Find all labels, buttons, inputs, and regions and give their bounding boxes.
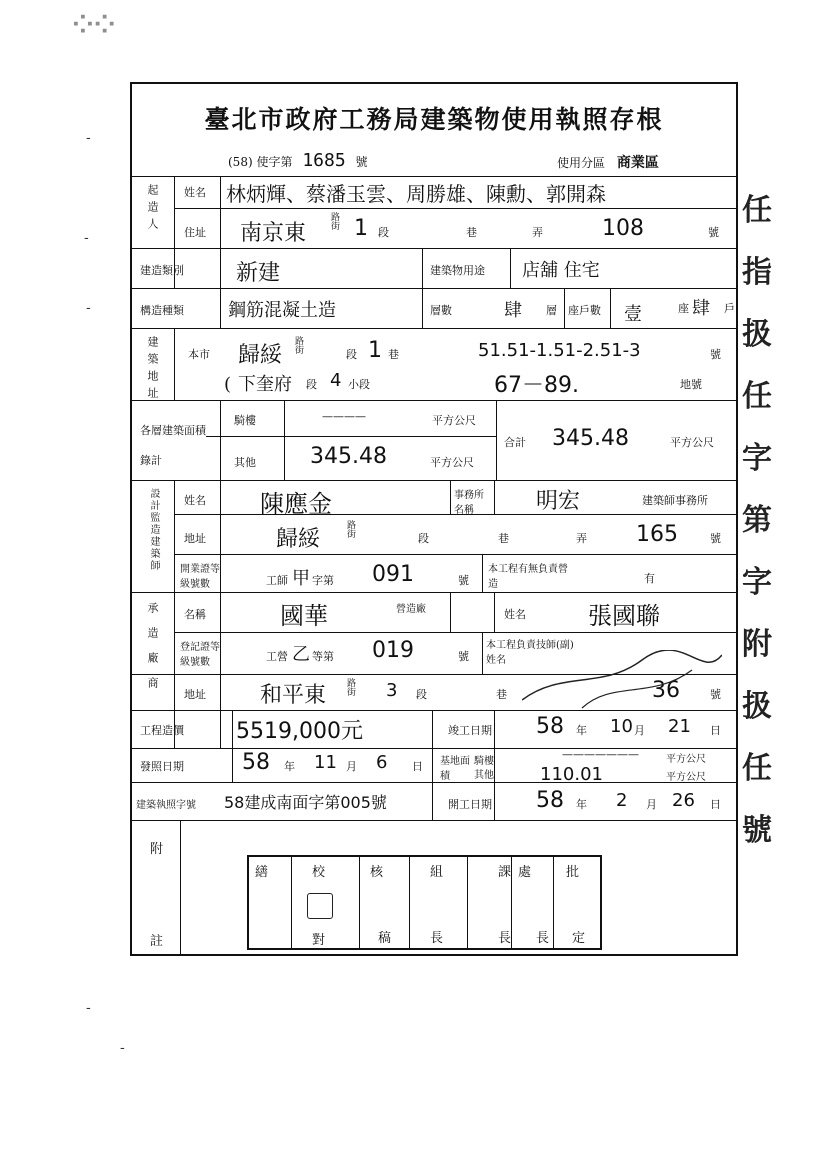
resp-value: 有 [644, 572, 655, 585]
permit-number: 1685 [302, 150, 346, 171]
site-subsection-label: 小段 [348, 378, 370, 391]
done-day: 21 [668, 716, 691, 737]
designer-name-label: 姓名 [184, 494, 206, 507]
designer-section-label: 設計監造建築師 [148, 488, 159, 572]
structure-value: 鋼筋混凝土造 [228, 300, 336, 321]
office-name: 明宏 [536, 489, 581, 514]
contractor-cert-label: 登記證等級號數 [180, 642, 220, 668]
stamp-0: 繕 [255, 865, 269, 880]
designer-sec-label: 段 [418, 532, 429, 545]
contractor-section-label: 承造廠商 [146, 602, 159, 702]
office-label: 事務所名稱 [454, 490, 484, 516]
stamp-2: 核 [370, 865, 384, 880]
arcade-unit: 平方公尺 [432, 414, 476, 427]
contractor-road-label: 路街 [345, 678, 355, 696]
cert-mid: 字第 [312, 574, 334, 587]
contractor-cert-prefix: 工營 [266, 650, 288, 663]
base-unit: 平方公尺 [666, 754, 706, 765]
build-permit-value: 58建成南面字第005號 [224, 793, 387, 812]
start-month-unit: 月 [646, 798, 657, 811]
owner-addr-city: 南京東 [240, 221, 307, 246]
site-sec-label: 段 [346, 348, 357, 361]
owner-names: 林炳輝、蔡潘玉雲、周勝雄、陳勳、郭開森 [226, 182, 606, 206]
floors-label: 層數 [430, 304, 452, 317]
designer-addr-road: 歸綏 [276, 527, 321, 552]
site-numbers-label: 號 [710, 348, 721, 361]
resp-label: 本工程有無負責營造 [488, 564, 568, 590]
stamp-3: 組 [430, 865, 444, 880]
owner-addr-sec: 1 [354, 216, 368, 241]
base-arcade-label: 騎樓 [474, 756, 494, 767]
cost-value: 5519,000元 [236, 719, 363, 744]
site-district: 下奎府 [238, 374, 292, 395]
designer-name: 陳應金 [260, 490, 332, 518]
contractor-person-label: 姓名 [504, 608, 526, 621]
category-label: 建造類別 [140, 264, 184, 277]
category-use-label: 建築物用途 [430, 264, 485, 277]
structure-label: 構造種類 [140, 304, 184, 317]
stamp-1: 校 [312, 865, 326, 880]
stamp-4: 課 [498, 865, 512, 880]
start-year: 58 [536, 788, 564, 813]
contractor-name: 國華 [280, 602, 328, 630]
stamp-9: 長 [430, 931, 444, 946]
units-label: 座戶數 [568, 304, 601, 317]
start-year-unit: 年 [576, 798, 587, 811]
zone-value: 商業區 [616, 155, 659, 171]
area-section-label: 各層建築面積錄計 [140, 424, 206, 467]
site-lane: 1 [368, 338, 382, 363]
base-area-label: 基地面積 [440, 756, 470, 782]
build-permit-label: 建築執照字號 [136, 800, 196, 811]
site-city-label: 本市 [188, 348, 210, 361]
site-district-label: 段 [306, 378, 317, 391]
form-title: 臺北市政府工務局建築物使用執照存根 [204, 105, 664, 134]
stamp-12: 定 [572, 931, 586, 946]
cert-number: 091 [372, 562, 414, 587]
issue-year: 58 [242, 750, 270, 775]
start-day: 26 [672, 790, 695, 811]
owner-addr-no-label: 弄 [532, 226, 543, 239]
designer-no-suffix: 號 [710, 532, 721, 545]
site-numbers: 51.51-1.51-2.51-3 [478, 340, 641, 361]
done-month-unit: 月 [634, 724, 645, 737]
office-suffix: 建築師事務所 [642, 494, 708, 507]
contractor-cert-mid: 等第 [312, 650, 334, 663]
issue-month-unit: 月 [346, 760, 357, 773]
total-area-unit: 平方公尺 [670, 436, 714, 449]
tech-label: 本工程負責技師(副)姓名 [486, 640, 574, 666]
designer-road-label: 路街 [345, 520, 355, 538]
owner-addr-lane-label: 巷 [466, 226, 477, 239]
base-other-label: 其他 [474, 770, 494, 781]
stamp-10: 長 [498, 931, 512, 946]
contractor-addr-road: 和平東 [260, 683, 327, 708]
stamp-11: 長 [536, 931, 550, 946]
site-lane-label: 巷 [388, 348, 399, 361]
units-unit-2: 戶 [724, 302, 735, 315]
start-day-unit: 日 [710, 798, 721, 811]
done-year: 58 [536, 714, 564, 739]
site-road: 歸綏 [238, 343, 283, 368]
owner-addr-sec-label: 段 [378, 226, 389, 239]
issue-label: 發照日期 [140, 760, 184, 773]
owner-addr-no: 108 [602, 216, 644, 241]
zone-label: 使用分區 [557, 156, 606, 170]
contractor-addr-label: 地址 [184, 688, 206, 701]
issue-day: 6 [376, 752, 388, 773]
category-use-value: 店舖 住宅 [522, 260, 600, 281]
contractor-person: 張國聯 [588, 602, 660, 630]
done-label: 竣工日期 [448, 724, 492, 737]
site-lot: 67－89. [494, 373, 579, 398]
issue-year-unit: 年 [284, 760, 295, 773]
issue-month: 11 [314, 752, 337, 773]
permit-suffix: 號 [355, 155, 368, 169]
designer-lane-label: 巷 [498, 532, 509, 545]
units-unit: 座 [678, 302, 689, 315]
start-label: 開工日期 [448, 798, 492, 811]
category-value: 新建 [236, 261, 281, 286]
site-section-label: 建築地址 [146, 336, 159, 404]
notes-label-bottom: 註 [150, 934, 164, 949]
contractor-addr-no: 36 [652, 678, 680, 703]
other-area-unit: 平方公尺 [430, 456, 474, 469]
other-area-value: 345.48 [310, 444, 387, 469]
stamp-6: 批 [566, 865, 580, 880]
cost-label: 工程造價 [140, 724, 184, 737]
total-area-value: 345.48 [552, 426, 629, 451]
other-label: 其他 [234, 456, 256, 469]
permit-number-line [228, 150, 368, 171]
contractor-lane-label: 巷 [496, 688, 507, 701]
total-label: 合計 [504, 436, 526, 449]
stamp-7: 對 [312, 933, 326, 948]
contractor-name-suffix: 營造廠 [396, 604, 426, 615]
base-value: 110.01 [540, 764, 603, 785]
start-month: 2 [616, 790, 628, 811]
scribble-mark [522, 650, 722, 710]
permit-prefix: 使字第 [256, 155, 293, 169]
contractor-no-suffix: 號 [710, 688, 721, 701]
permit-year: (58) [228, 155, 253, 169]
seal-stamp [307, 893, 333, 919]
owner-addr-no-suffix: 號 [708, 226, 719, 239]
contractor-cert-number: 019 [372, 638, 414, 663]
owner-addr-road-label: 路街 [329, 212, 339, 230]
units-value-2: 肆 [692, 298, 710, 319]
floors-unit: 層 [546, 304, 557, 317]
cert-label: 開業證等級號數 [180, 564, 220, 590]
units-value: 壹 [624, 304, 642, 325]
designer-addr-label: 地址 [184, 532, 206, 545]
cert-suffix: 號 [458, 574, 469, 587]
owner-section-label: 起造人 [146, 184, 159, 235]
designer-addr-no: 165 [636, 522, 678, 547]
contractor-cert-suffix: 號 [458, 650, 469, 663]
site-subsection: 4 [330, 370, 342, 391]
issue-day-unit: 日 [412, 760, 423, 773]
notes-label-top: 附 [150, 842, 164, 857]
floors-value: 肆 [504, 300, 522, 321]
contractor-addr-sec: 3 [386, 680, 398, 701]
stamp-8: 稿 [378, 931, 392, 946]
zone-line [557, 152, 659, 172]
done-year-unit: 年 [576, 724, 587, 737]
done-month: 10 [610, 716, 633, 737]
approval-stamp-table [247, 855, 602, 950]
contractor-cert-grade: 乙 [292, 644, 310, 665]
margin-bleed-text: 任 指 扱 任 字 第 字 附 扱 任 號 [742, 193, 772, 848]
site-lot-label: 地號 [680, 378, 702, 391]
scan-noise-mark: ⁘⁘ [72, 10, 116, 40]
cert-prefix: 工師 [266, 574, 288, 587]
stamp-5: 處 [518, 865, 532, 880]
arcade-label: 騎樓 [234, 414, 256, 427]
owner-name-label: 姓名 [184, 186, 206, 199]
designer-no-label: 弄 [576, 532, 587, 545]
owner-addr-label: 住址 [184, 226, 206, 239]
permit-stub-form: 臺北市政府工務局建築物使用執照存根 (58) 使字第 1685 號 使用分區 商業區 起造人 姓名 林炳輝、蔡潘玉雲、周勝雄、陳勳、郭開森 住址 南京東 路街 1 段 巷 弄 108 號 建造類別 新建 建築物用途 店舖 住宅 構造種類 鋼筋混凝土造 層數 肆 層 座戶數 壹 座 肆 戶 建築地址 本市 歸綏 路街 段 1 巷 51.51-1.51-2.51-3 號 ( 下奎府 段 4 小段 67－89. 地號 各層建築面積錄計 騎樓 ———— 平方公尺 其他 345.48 平方公尺 合計 345.48 平方公尺 設計監造建築師 姓名 陳應金 事務所名稱 明宏 建築師事務所 地址 歸綏 路街 段 巷 弄 165 號 開業證等級號數 工師 甲 字第 091 號 本工程有無負責營造 有 承造廠商 名稱 國華 營造廠 姓名 張國聯 登記證等級號數 工營 乙 等第 019 號 本工程負責技師(副)姓名 地址 和平東 路街 3 段 巷 36 號 工程造價 5519,000元 竣工日期 58 年 10 月 21 日 發照日期 58 年 11 月 6 日 基地面積 騎樓 其他 ——————— 平方公尺 110.01 平方公尺 建築執照字號 58建成南面字第005號 開工日期 58 年 2 月 26 日 附 註 [130, 82, 738, 956]
contractor-name-label: 名稱 [184, 608, 206, 621]
contractor-sec-label: 段 [416, 688, 427, 701]
cert-grade: 甲 [292, 568, 310, 589]
done-day-unit: 日 [710, 724, 721, 737]
site-road-label: 路街 [293, 336, 303, 354]
base-unit-2: 平方公尺 [666, 772, 706, 783]
